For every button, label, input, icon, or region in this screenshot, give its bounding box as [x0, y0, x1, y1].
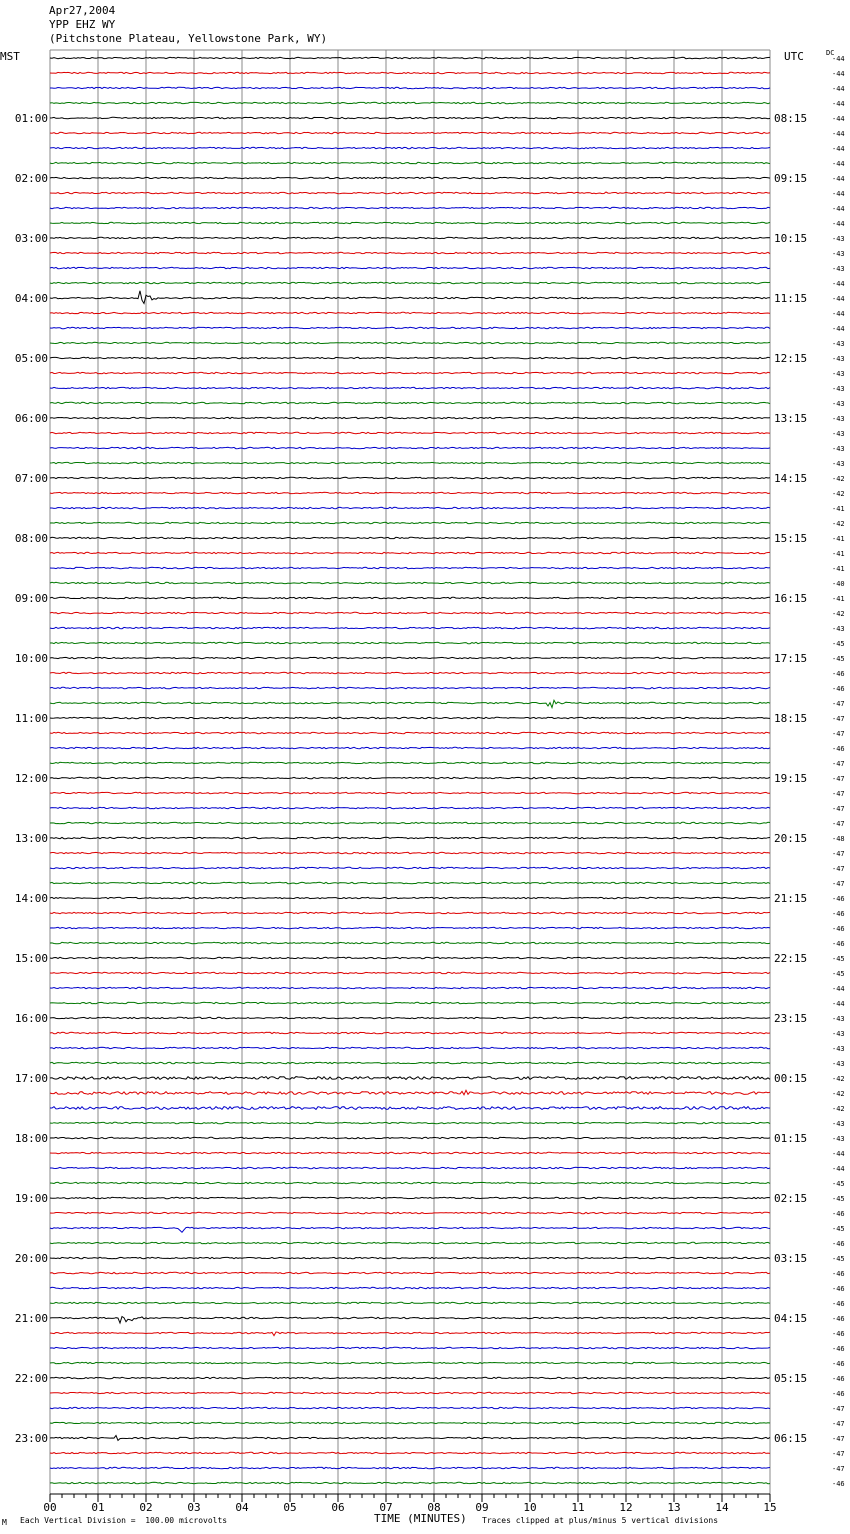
trace-line	[50, 852, 770, 853]
trace-line	[50, 1212, 770, 1213]
dc-offset-label: -44	[832, 145, 845, 153]
trace-line	[50, 627, 770, 628]
trace-line	[50, 867, 770, 868]
utc-hour-label: 18:15	[774, 712, 808, 725]
dc-offset-label: -47	[832, 805, 845, 813]
dc-offset-label: -41	[832, 505, 845, 513]
mst-hour-label: 17:00	[14, 1072, 48, 1085]
x-axis-title: TIME (MINUTES)	[374, 1512, 467, 1525]
dc-offset-label: -43	[832, 265, 845, 273]
dc-offset-label: -46	[832, 1300, 845, 1308]
trace-line	[50, 807, 770, 808]
trace-line	[50, 762, 770, 763]
dc-offset-label: -44	[832, 70, 845, 78]
mst-hour-label: 16:00	[14, 1012, 48, 1025]
trace-line	[50, 1002, 770, 1003]
x-tick-label: 06	[331, 1501, 345, 1514]
trace-line	[50, 372, 770, 373]
trace-line	[50, 552, 770, 553]
trace-line	[50, 597, 770, 598]
dc-offset-label: -46	[832, 745, 845, 753]
dc-offset-label: -46	[832, 1330, 845, 1338]
utc-hour-label: 19:15	[774, 772, 808, 785]
utc-hour-label: 21:15	[774, 892, 808, 905]
minute-grid	[50, 50, 770, 1494]
mst-hour-label: 06:00	[14, 412, 48, 425]
trace-line	[50, 1257, 770, 1258]
mst-hour-label: 10:00	[14, 652, 48, 665]
utc-hour-label: 09:15	[774, 172, 808, 185]
mst-hour-label: 20:00	[14, 1252, 48, 1265]
trace-line	[50, 567, 770, 568]
dc-offset-label: -45	[832, 970, 845, 978]
trace-line	[50, 132, 770, 133]
x-tick-label: 07	[379, 1501, 393, 1514]
trace-line	[50, 837, 770, 838]
location-label: (Pitchstone Plateau, Yellowstone Park, WY)	[49, 32, 328, 45]
trace-line	[50, 1436, 770, 1441]
trace-line	[50, 1452, 770, 1453]
utc-hour-label: 05:15	[774, 1372, 808, 1385]
trace-line	[50, 942, 770, 943]
trace-line	[50, 1017, 770, 1018]
x-tick-label: 12	[619, 1501, 633, 1514]
trace-line	[50, 657, 770, 658]
utc-hour-label: 04:15	[774, 1312, 808, 1325]
dc-offset-label: -44	[832, 190, 845, 198]
corner-mark: M	[2, 1518, 7, 1527]
dc-offset-label: -47	[832, 880, 845, 888]
dc-offset-label: -44	[832, 1150, 845, 1158]
time-axis	[43, 1494, 776, 1514]
trace-line	[50, 1137, 770, 1138]
mst-hour-label: 15:00	[14, 952, 48, 965]
dc-offset-label: -42	[832, 1105, 845, 1113]
trace-line	[50, 687, 770, 688]
dc-offset-label: -47	[832, 1435, 845, 1443]
dc-offset-label: -44	[832, 985, 845, 993]
x-tick-label: 13	[667, 1501, 681, 1514]
mst-hour-label: 13:00	[14, 832, 48, 845]
dc-offset-label: -42	[832, 520, 845, 528]
trace-line	[50, 1047, 770, 1048]
trace-line	[50, 537, 770, 538]
dc-offset-label: -47	[832, 760, 845, 768]
dc-offset-label: -44	[832, 205, 845, 213]
dc-offset-label: -44	[832, 130, 845, 138]
utc-hour-label: 23:15	[774, 1012, 808, 1025]
utc-hour-label: 10:15	[774, 232, 808, 245]
trace-line	[50, 612, 770, 613]
dc-offset-label: -43	[832, 1135, 845, 1143]
dc-offset-label: -47	[832, 700, 845, 708]
trace-line	[50, 447, 770, 448]
vertical-division-note: Each Vertical Division = 100.00 microvolts	[20, 1516, 228, 1525]
dc-offset-label: -42	[832, 490, 845, 498]
dc-offset-label: -46	[832, 1375, 845, 1383]
trace-line	[50, 492, 770, 493]
trace-line	[50, 87, 770, 88]
trace-line	[50, 102, 770, 103]
dc-offset-label: -43	[832, 355, 845, 363]
trace-line	[50, 402, 770, 403]
trace-line	[50, 1347, 770, 1348]
dc-offset-label: -44	[832, 55, 845, 63]
trace-line	[50, 1062, 770, 1063]
dc-offset-label: -44	[832, 115, 845, 123]
dc-offset-label: -44	[832, 325, 845, 333]
trace-line	[50, 282, 770, 283]
trace-line	[50, 522, 770, 523]
utc-hour-label: 16:15	[774, 592, 808, 605]
mst-hour-label: 18:00	[14, 1132, 48, 1145]
trace-line	[50, 222, 770, 223]
trace-line	[50, 387, 770, 388]
trace-line	[50, 291, 770, 304]
mst-hour-label: 21:00	[14, 1312, 48, 1325]
trace-line	[50, 1377, 770, 1378]
dc-offset-label: -41	[832, 550, 845, 558]
trace-line	[50, 1317, 770, 1324]
utc-hour-label: 08:15	[774, 112, 808, 125]
trace-line	[50, 1287, 770, 1288]
dc-offset-label: -43	[832, 385, 845, 393]
trace-line	[50, 1362, 770, 1363]
utc-hour-label: 13:15	[774, 412, 808, 425]
trace-line	[50, 1090, 770, 1095]
utc-hour-label: 14:15	[774, 472, 808, 485]
dc-offset-label: -42	[832, 1090, 845, 1098]
trace-line	[50, 477, 770, 478]
utc-axis-label: UTC	[784, 50, 804, 63]
dc-offset-label: -43	[832, 340, 845, 348]
trace-line	[50, 72, 770, 73]
dc-offset-label: -44	[832, 295, 845, 303]
x-tick-label: 15	[763, 1501, 777, 1514]
dc-offset-label: -46	[832, 1285, 845, 1293]
trace-line	[50, 57, 770, 58]
dc-offset-label: -43	[832, 1045, 845, 1053]
utc-hour-label: 17:15	[774, 652, 808, 665]
dc-offset-label: -44	[832, 310, 845, 318]
dc-offset-label: -46	[832, 1315, 845, 1323]
trace-line	[50, 117, 770, 118]
dc-offset-label: -47	[832, 850, 845, 858]
trace-line	[50, 507, 770, 508]
dc-offset-label: -44	[832, 175, 845, 183]
trace-line	[50, 1392, 770, 1393]
trace-line	[50, 582, 770, 583]
x-tick-label: 14	[715, 1501, 729, 1514]
trace-line	[50, 1182, 770, 1183]
dc-offset-label: -43	[832, 445, 845, 453]
mst-hour-label: 14:00	[14, 892, 48, 905]
trace-line	[50, 1227, 770, 1232]
dc-offset-label: -42	[832, 1075, 845, 1083]
trace-line	[50, 927, 770, 928]
trace-line	[50, 1482, 770, 1483]
dc-offset-label: -45	[832, 655, 845, 663]
trace-line	[50, 882, 770, 883]
dc-offset-label: -46	[832, 1360, 845, 1368]
trace-line	[50, 792, 770, 793]
dc-offset-label: -41	[832, 535, 845, 543]
dc-offset-label: -43	[832, 625, 845, 633]
x-tick-label: 02	[139, 1501, 153, 1514]
trace-line	[50, 1152, 770, 1153]
mst-hour-label: 01:00	[14, 112, 48, 125]
mst-hour-label: 05:00	[14, 352, 48, 365]
dc-offset-label: -47	[832, 820, 845, 828]
trace-line	[50, 700, 770, 707]
dc-offset-label: -46	[832, 685, 845, 693]
dc-offset-label: -47	[832, 715, 845, 723]
mst-hour-label: 07:00	[14, 472, 48, 485]
dc-offset-label: -46	[832, 910, 845, 918]
x-tick-label: 03	[187, 1501, 201, 1514]
dc-offset-label: -40	[832, 580, 845, 588]
dc-offset-label: -43	[832, 1030, 845, 1038]
trace-line	[50, 987, 770, 988]
dc-offset-label: -47	[832, 1405, 845, 1413]
trace-line	[50, 1272, 770, 1273]
trace-line	[50, 162, 770, 163]
trace-line	[50, 432, 770, 433]
dc-offset-label: -44	[832, 1000, 845, 1008]
mst-hour-label: 02:00	[14, 172, 48, 185]
trace-line	[50, 672, 770, 673]
date-label: Apr27,2004	[49, 4, 116, 17]
trace-line	[50, 747, 770, 748]
trace-line	[50, 1422, 770, 1423]
dc-offset-label: -45	[832, 640, 845, 648]
trace-line	[50, 327, 770, 328]
dc-offset-label: -45	[832, 1180, 845, 1188]
trace-line	[50, 972, 770, 973]
dc-offset-label: -41	[832, 565, 845, 573]
utc-hour-label: 01:15	[774, 1132, 808, 1145]
dc-offset-label: -47	[832, 865, 845, 873]
trace-line	[50, 1407, 770, 1408]
dc-offset-label: -44	[832, 85, 845, 93]
dc-offset-label: -44	[832, 220, 845, 228]
trace-line	[50, 237, 770, 238]
trace-line	[50, 897, 770, 898]
trace-line	[50, 1107, 770, 1110]
dc-offset-label: -44	[832, 160, 845, 168]
trace-line	[50, 207, 770, 208]
dc-offset-label: -46	[832, 925, 845, 933]
mst-hour-label: 12:00	[14, 772, 48, 785]
dc-offset-label: -43	[832, 1060, 845, 1068]
x-tick-label: 04	[235, 1501, 249, 1514]
trace-line	[50, 342, 770, 343]
trace-line	[50, 252, 770, 253]
trace-line	[50, 1167, 770, 1168]
trace-line	[50, 1332, 770, 1336]
dc-offset-label: -45	[832, 1255, 845, 1263]
dc-offset-label: -43	[832, 460, 845, 468]
trace-line	[50, 417, 770, 418]
dc-offset-label: -43	[832, 1015, 845, 1023]
trace-line	[50, 957, 770, 958]
mst-hour-label: 22:00	[14, 1372, 48, 1385]
dc-offset-label: -47	[832, 1465, 845, 1473]
trace-line	[50, 912, 770, 913]
x-tick-label: 08	[427, 1501, 441, 1514]
dc-offset-label: -46	[832, 940, 845, 948]
mst-hour-label: 03:00	[14, 232, 48, 245]
mst-hour-label: 08:00	[14, 532, 48, 545]
station-label: YPP EHZ WY	[49, 18, 116, 31]
dc-offset-label: -42	[832, 610, 845, 618]
dc-offset-label: -46	[832, 1240, 845, 1248]
mst-hour-label: 23:00	[14, 1432, 48, 1445]
trace-lines	[50, 57, 770, 1483]
trace-line	[50, 1302, 770, 1303]
trace-line	[50, 1467, 770, 1468]
dc-offset-label: -46	[832, 1480, 845, 1488]
trace-line	[50, 717, 770, 718]
trace-line	[50, 1122, 770, 1123]
trace-line	[50, 177, 770, 178]
utc-hour-label: 15:15	[774, 532, 808, 545]
utc-hour-label: 03:15	[774, 1252, 808, 1265]
trace-line	[50, 462, 770, 463]
dc-offset-label: -42	[832, 475, 845, 483]
dc-offset-label: -48	[832, 835, 845, 843]
dc-offset-label: -46	[832, 670, 845, 678]
trace-line	[50, 642, 770, 643]
dc-offset-label: -43	[832, 415, 845, 423]
mst-hour-label: 04:00	[14, 292, 48, 305]
dc-offset-label: -46	[832, 1270, 845, 1278]
mst-hour-label: 19:00	[14, 1192, 48, 1205]
dc-offset-label: -47	[832, 730, 845, 738]
mst-hour-label: 11:00	[14, 712, 48, 725]
dc-offset-label: -46	[832, 1210, 845, 1218]
dc-offset-label: -44	[832, 1165, 845, 1173]
utc-hour-label: 22:15	[774, 952, 808, 965]
trace-line	[50, 1077, 770, 1080]
dc-offset-label: -43	[832, 250, 845, 258]
mst-axis-label: MST	[0, 50, 20, 63]
dc-offset-label: -41	[832, 595, 845, 603]
x-tick-label: 09	[475, 1501, 489, 1514]
trace-line	[50, 192, 770, 194]
clipping-note: Traces clipped at plus/minus 5 vertical divisions	[482, 1516, 719, 1525]
utc-hour-label: 12:15	[774, 352, 808, 365]
dc-offset-label: -43	[832, 400, 845, 408]
dc-offset-label: -43	[832, 1120, 845, 1128]
utc-hour-label: 02:15	[774, 1192, 808, 1205]
trace-line	[50, 777, 770, 778]
dc-offset-label: -47	[832, 1420, 845, 1428]
dc-offset-label: -44	[832, 280, 845, 288]
dc-column-label: DC	[826, 49, 835, 57]
dc-offset-label: -44	[832, 100, 845, 108]
x-tick-label: 01	[91, 1501, 105, 1514]
dc-offset-label: -45	[832, 1195, 845, 1203]
trace-line	[50, 1242, 770, 1243]
x-tick-label: 10	[523, 1501, 537, 1514]
dc-offset-label: -43	[832, 430, 845, 438]
trace-line	[50, 147, 770, 148]
trace-line	[50, 822, 770, 823]
utc-hour-label: 20:15	[774, 832, 808, 845]
dc-offset-label: -47	[832, 775, 845, 783]
trace-line	[50, 357, 770, 358]
dc-offset-label: -47	[832, 790, 845, 798]
utc-hour-label: 11:15	[774, 292, 808, 305]
dc-offset-label: -45	[832, 955, 845, 963]
x-tick-label: 11	[571, 1501, 585, 1514]
dc-offset-label: -47	[832, 1450, 845, 1458]
dc-offset-label: -43	[832, 370, 845, 378]
x-tick-label: 05	[283, 1501, 297, 1514]
utc-hour-label: 06:15	[774, 1432, 808, 1445]
dc-offset-label: -46	[832, 1345, 845, 1353]
dc-offset-label: -46	[832, 1390, 845, 1398]
x-tick-label: 00	[43, 1501, 57, 1514]
trace-line	[50, 732, 770, 733]
trace-line	[50, 1197, 770, 1198]
trace-line	[50, 1032, 770, 1033]
dc-offset-label: -43	[832, 235, 845, 243]
dc-offset-label: -46	[832, 895, 845, 903]
mst-hour-label: 09:00	[14, 592, 48, 605]
dc-offset-label: -45	[832, 1225, 845, 1233]
trace-line	[50, 267, 770, 268]
utc-hour-label: 00:15	[774, 1072, 808, 1085]
trace-line	[50, 312, 770, 313]
